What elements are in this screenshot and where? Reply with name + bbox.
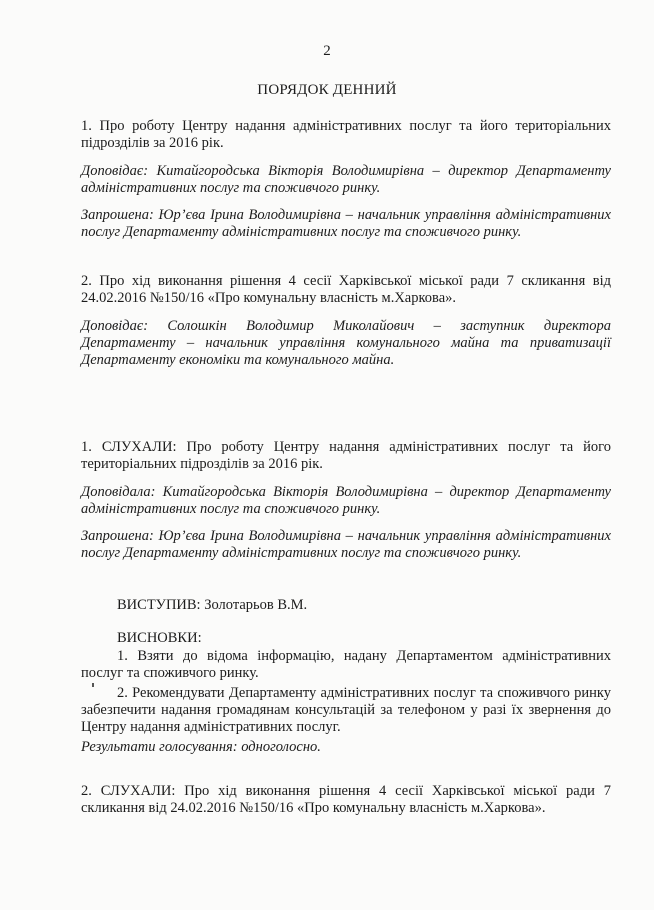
hearing-1-conclusions-title: ВИСНОВКИ: xyxy=(117,630,202,646)
page-number: 2 xyxy=(323,43,331,59)
hearing-1-speaker: Доповідала: Китайгородська Вікторія Володимирівна – директор Департаменту адміністративних послуг та споживчого ринку. xyxy=(81,484,611,517)
hearing-1-heard: 1. СЛУХАЛИ: Про роботу Центру надання адміністративних послуг та його територіальних підрозділів за 2016 рік. xyxy=(81,439,611,472)
agenda-item-1: 1. Про роботу Центру надання адміністративних послуг та його територіальних підрозділів за 2016 рік. xyxy=(81,118,611,151)
agenda-item-1-speaker: Доповідає: Китайгородська Вікторія Володимирівна – директор Департаменту адміністративних послуг та споживчого ринку. xyxy=(81,163,611,196)
hearing-1-vote: Результати голосування: одноголосно. xyxy=(81,739,321,755)
hearing-1-conclusion-2: 2. Рекомендувати Департаменту адміністративних послуг та споживчого ринку забезпечити надання громадянам консультацій за телефоном у разі їх звернення до Центру надання адміністративних послуг. xyxy=(81,685,611,735)
hearing-1-spoke: ВИСТУПИВ: Золотарьов В.М. xyxy=(117,597,308,613)
agenda-item-2: 2. Про хід виконання рішення 4 сесії Харківської міської ради 7 скликання від 24.02.2016 №150/16 «Про комунальну власність м.Харкова». xyxy=(81,273,611,306)
hearing-2-heard: 2. СЛУХАЛИ: Про хід виконання рішення 4 сесії Харківської міської ради 7 скликання від 24.02.2016 №150/16 «Про комунальну власність м.Харкова». xyxy=(81,783,611,816)
hearing-1-conclusion-1: 1. Взяти до відома інформацію, надану Департаментом адміністративних послуг та споживчого ринку. xyxy=(81,648,611,681)
agenda-title: ПОРЯДОК ДЕННИЙ xyxy=(257,82,397,98)
hearing-1-invited: Запрошена: Юр’єва Ірина Володимирівна – начальник управління адміністративних послуг Департаменту адміністративних послуг та споживчого ринку. xyxy=(81,528,611,561)
agenda-item-1-invited: Запрошена: Юр’єва Ірина Володимирівна – начальник управління адміністративних послуг Департаменту адміністративних послуг та споживчого ринку. xyxy=(81,207,611,240)
agenda-item-2-speaker: Доповідає: Солошкін Володимир Миколайович – заступник директора Департаменту – начальник управління комунального майна та приватизації Департаменту економіки та комунального майна. xyxy=(81,318,611,368)
